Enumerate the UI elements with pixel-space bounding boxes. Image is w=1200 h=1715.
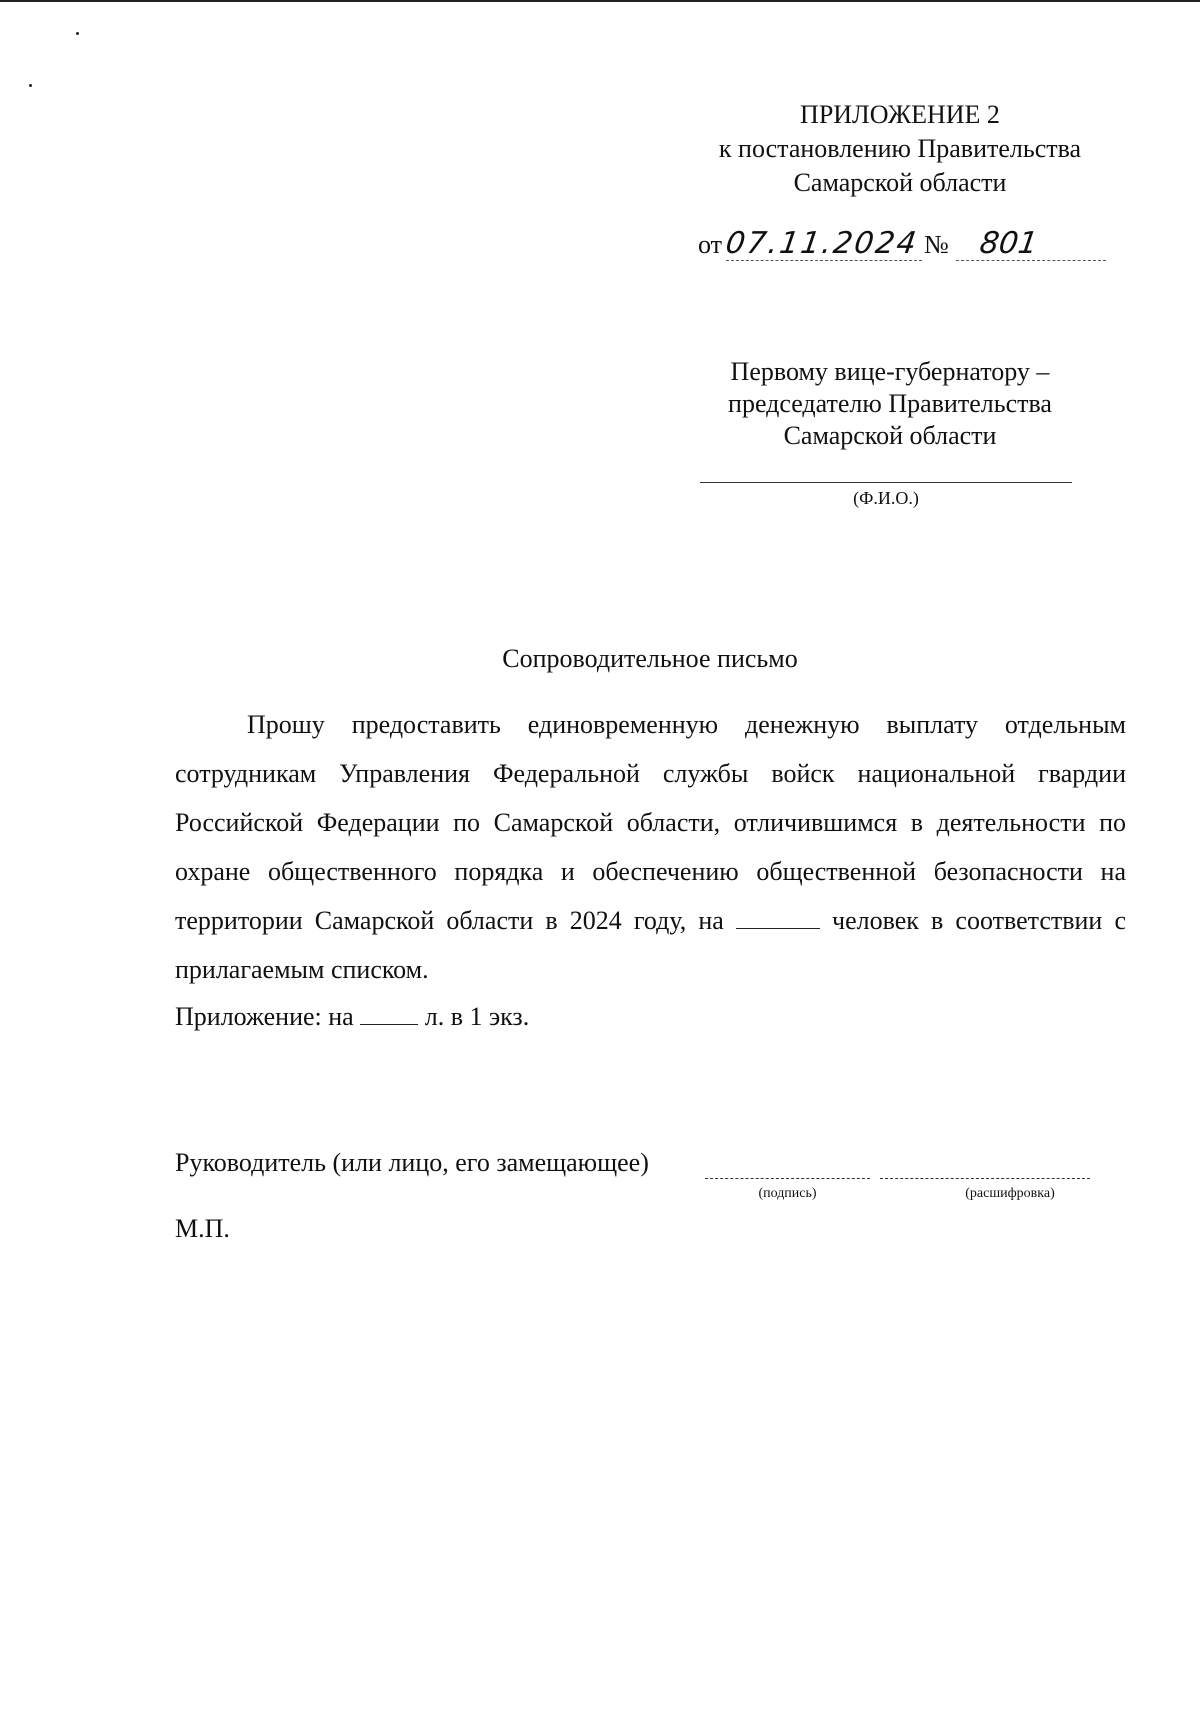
decree-number-underline [956,260,1106,261]
letter-body-part-2: человек в соответствии с прилагаемым списком. [175,906,1126,984]
scan-speck [29,84,32,87]
head-label: Руководитель (или лицо, его замещающее) [175,1148,649,1177]
letter-body-part-1: Прошу предоставить единовременную денежную выплату отдельным сотрудникам Управления Федеральной службы войск национальной гвардии Российской Федерации по Самарской области, отличившимся в деятельности по охране общественного порядка и обеспечению общественной безопасности на территории Самарской области в 2024 году, на [175,710,1126,935]
appendix-title: ПРИЛОЖЕНИЕ 2 [800,100,1000,129]
attachment-suffix: л. в 1 экз. [424,1002,530,1031]
letter-title: Сопроводительное письмо [502,644,798,673]
attachment-prefix: Приложение: на [175,1002,354,1031]
people-count-blank [736,906,820,929]
addressee-block [680,356,1100,452]
letter-body [175,700,1126,994]
appendix-line-2: к постановлению Правительства [718,134,1082,163]
decree-number-handwritten: 801 [977,226,1040,261]
signature-caption: (подпись) [758,1186,817,1201]
stamp-place-label: М.П. [175,1214,230,1243]
signature-row [175,1148,1095,1201]
addressee-line-1: Первому вице-губернатору – [730,357,1050,386]
signature-decode-caption: (расшифровка) [965,1186,1055,1201]
decree-from-label: от [698,230,723,259]
top-border-line [0,0,1200,2]
signature-line [705,1178,870,1179]
addressee-line-3: Самарской области [783,421,997,450]
addressee-line-2: председателю Правительства [728,389,1052,418]
decree-number-label: № [924,230,949,259]
scan-speck [76,32,79,35]
addressee-name-line [700,482,1072,483]
decree-reference [698,226,1108,266]
signature-decode-line [880,1178,1090,1179]
sheet-count-blank [360,1002,418,1025]
appendix-line-3: Самарской области [793,168,1007,197]
attachment-line [175,1002,529,1032]
decree-date-handwritten: 07.11.2024 [723,226,921,261]
appendix-header [690,98,1110,200]
addressee-name-caption: (Ф.И.О.) [853,488,919,508]
decree-date-underline [726,260,922,261]
